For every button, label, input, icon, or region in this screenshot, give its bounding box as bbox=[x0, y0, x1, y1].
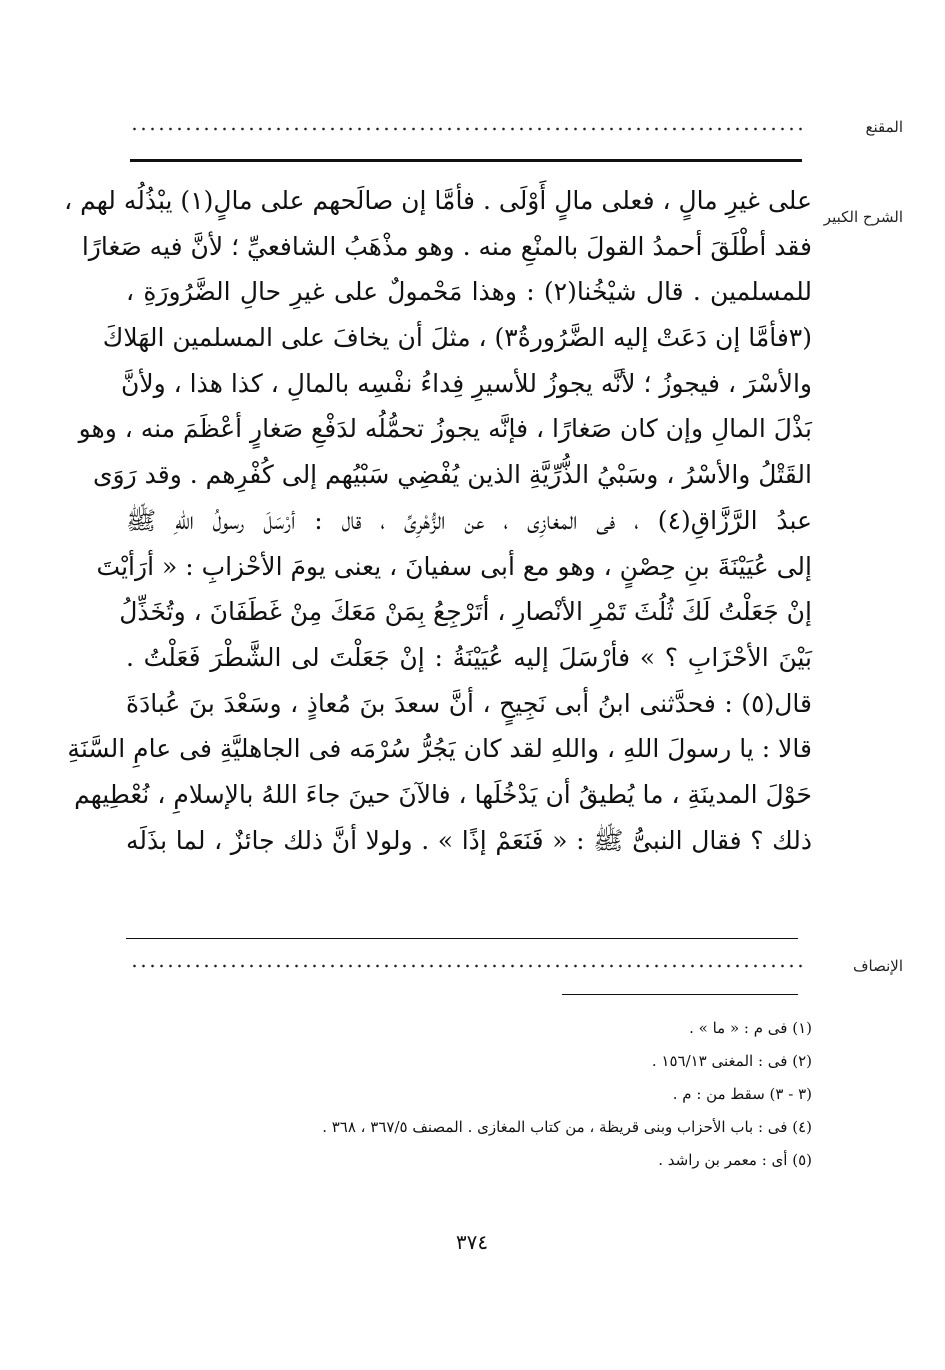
sharh-text bbox=[64, 178, 813, 922]
footnote: (٤) فى : باب الأحزاب وبنى قريظة ، من كتاب المغازى . المصنف ٣٦٧/٥ ، ٣٦٨ . bbox=[322, 1118, 812, 1136]
insaf-dotted-line bbox=[130, 964, 802, 968]
footnote: (٥) أى : معمر بن راشد . bbox=[658, 1151, 812, 1169]
footnotes bbox=[200, 1012, 812, 1177]
body-bottom-rule bbox=[126, 938, 798, 939]
text-line: القَتْلُ والأسْرُ ، وسَبْيُ الذُّرِّيَّةِ الذين يُفْضِي سَبْيُهم إلى كُفْرِهم . وقد رَوَى bbox=[92, 460, 812, 490]
text-line: بَذْلَ المالِ وإن كان صَغارًا ، فإنَّه يجوزُ تحمُّلُه لدَفْعِ صَغارٍ أعْظَمَ منه ، وهو bbox=[78, 414, 812, 444]
text-line: قال(٥) : فحدَّثنى ابنُ أبى نَجِيحٍ ، أنَّ سعدَ بنَ مُعاذٍ ، وسَعْدَ بنَ عُبادَةَ bbox=[126, 688, 812, 718]
footnote: (١) فى م : « ما » . bbox=[689, 1019, 812, 1037]
text-line: فقد أطْلَقَ أحمدُ القولَ بالمنْعِ منه . وهو مذْهَبُ الشافعيِّ ؛ لأنَّ فيه صَغارًا bbox=[81, 231, 812, 261]
text-line: والأسْرَ ، فيجوزُ ؛ لأنَّه يجوزُ للأسيرِ فِداءُ نفْسِه بالمالِ ، كذا هذا ، ولأنَّ bbox=[121, 368, 812, 398]
footnote-rule bbox=[562, 994, 798, 995]
page-number: ٣٧٤ bbox=[455, 1230, 489, 1254]
header-rule bbox=[130, 159, 802, 162]
muqni-dotted-line bbox=[130, 127, 802, 131]
text-line: ذلك ؟ فقال النبىُّ ﷺ : « فَنَعَمْ إذًا » . ولولا أنَّ ذلك جائزٌ ، لما بذَلَه bbox=[126, 825, 812, 855]
text-line: عبدُ الرَّزَّاقِ(٤) ، فى المغازِى ، عن الزُّهْرِىِّ ، قال : أرْسَلَ رسولُ اللهِ ﷺ bbox=[126, 505, 813, 535]
text-line: للمسلمين . قال شيْخُنا(٢) : وهذا مَحْمولٌ على غيرِ حالِ الضَّرُورَةِ ، bbox=[126, 277, 812, 307]
sharh-label: الشرح الكبير bbox=[823, 208, 903, 226]
insaf-label: الإنصاف bbox=[852, 957, 903, 975]
text-line: بَيْنَ الأحْزَابِ ؟ » فأرْسَلَ إليه عُيَيْنَةُ : إنْ جَعَلْتَ لى الشَّطْرَ فَعَلْتُ . bbox=[126, 642, 812, 672]
text-line: إلى عُيَيْنَةَ بنِ حِصْنٍ ، وهو مع أبى سفيانَ ، يعنى يومَ الأحْزابِ : « أرَأيْتَ bbox=[96, 551, 812, 581]
text-line: قالا : يا رسولَ اللهِ ، واللهِ لقد كان يَجُرُّ سُرْمَه فى الجاهليَّةِ فى عامِ السَّنَةِ bbox=[67, 734, 812, 764]
text-line: إنْ جَعَلْتُ لَكَ ثُلُثَ تَمْرِ الأنْصارِ ، أتَرْجِعُ بِمَنْ مَعَكَ مِنْ غَطَفَانَ ، وتُخَذِّلُ bbox=[119, 597, 812, 627]
footnote: (٢) فى : المغنى ١٥٦/١٣ . bbox=[651, 1052, 812, 1070]
text-line: حَوْلَ المدينَةِ ، ما يُطيقُ أن يَدْخُلَها ، فالآنَ حينَ جاءَ اللهُ بالإسلامِ ، نُعْطِيهم bbox=[74, 779, 812, 809]
footnote: (٣ - ٣) سقط من : م . bbox=[672, 1085, 812, 1103]
muqni-label: المقنع bbox=[865, 118, 903, 136]
text-line: (٣فأمَّا إن دَعَتْ إليه الضَّرُورةُ٣) ، مثلَ أن يخافَ على المسلمين الهَلاكَ bbox=[102, 323, 812, 353]
text-line: على غيرِ مالٍ ، فعلى مالٍ أَوْلَى . فأمَّا إن صالَحهم على مالٍ(١) يبْذُلُه لهم ، bbox=[64, 186, 812, 215]
